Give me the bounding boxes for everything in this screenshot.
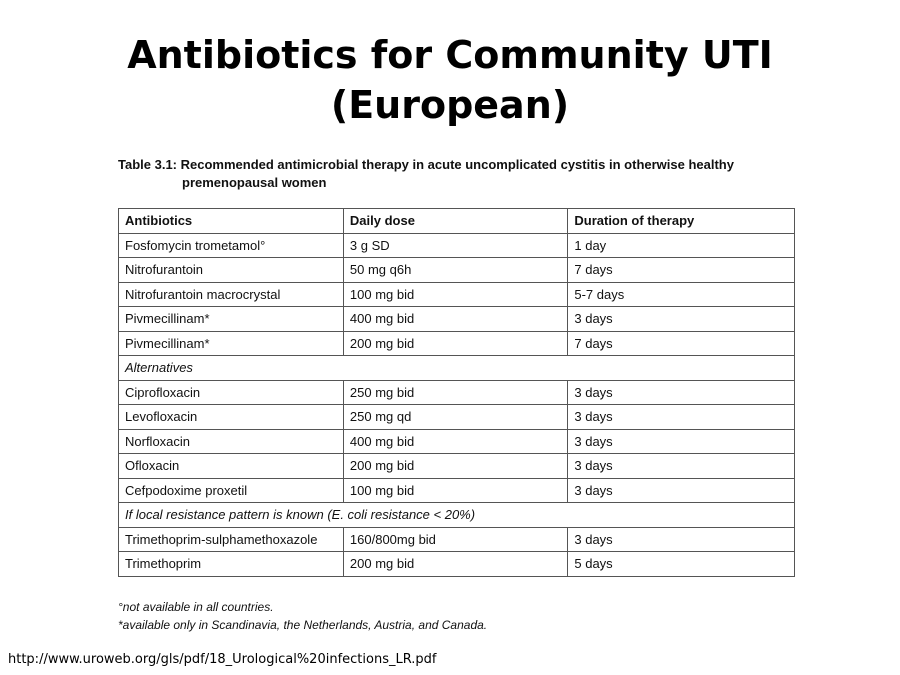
table-row: [119, 380, 795, 405]
cell-daily-dose: 3 g SD: [343, 233, 567, 258]
cell-daily-dose: 160/800mg bid: [343, 527, 567, 552]
cell-duration: 3 days: [568, 307, 795, 332]
cell-duration: 7 days: [568, 258, 795, 283]
cell-antibiotic: Nitrofurantoin: [119, 258, 344, 283]
cell-antibiotic: Fosfomycin trometamol°: [119, 233, 344, 258]
cell-antibiotic: Nitrofurantoin macrocrystal: [119, 282, 344, 307]
cell-duration: 3 days: [568, 454, 795, 479]
cell-antibiotic: Ofloxacin: [119, 454, 344, 479]
footnotes: [118, 598, 487, 634]
header-duration: Duration of therapy: [568, 209, 795, 234]
source-url: http://www.uroweb.org/gls/pdf/18_Urological%20infections_LR.pdf: [8, 652, 437, 667]
table-row: [119, 429, 795, 454]
cell-antibiotic: Trimethoprim-sulphamethoxazole: [119, 527, 344, 552]
table-row: [119, 478, 795, 503]
cell-duration: 3 days: [568, 405, 795, 430]
cell-duration: 3 days: [568, 380, 795, 405]
footnote-availability: °not available in all countries.: [118, 600, 274, 614]
section-row-local-resistance: [119, 503, 795, 528]
cell-daily-dose: 100 mg bid: [343, 478, 567, 503]
cell-daily-dose: 250 mg qd: [343, 405, 567, 430]
cell-antibiotic: Levofloxacin: [119, 405, 344, 430]
cell-duration: 3 days: [568, 429, 795, 454]
table-row: [119, 307, 795, 332]
slide-title: [0, 30, 900, 130]
cell-daily-dose: 200 mg bid: [343, 454, 567, 479]
table-row: [119, 233, 795, 258]
cell-antibiotic: Norfloxacin: [119, 429, 344, 454]
cell-antibiotic: Ciprofloxacin: [119, 380, 344, 405]
footnote-scandinavia: *available only in Scandinavia, the Netherlands, Austria, and Canada.: [118, 618, 488, 632]
header-antibiotics: Antibiotics: [119, 209, 344, 234]
cell-daily-dose: 400 mg bid: [343, 307, 567, 332]
cell-duration: 3 days: [568, 478, 795, 503]
table-caption-line-1: Table 3.1: Recommended antimicrobial therapy in acute uncomplicated cystitis in otherwise healthy: [118, 157, 734, 172]
cell-duration: 5-7 days: [568, 282, 795, 307]
cell-duration: 5 days: [568, 552, 795, 577]
section-row-alternatives: [119, 356, 795, 381]
section-label-alternatives: Alternatives: [119, 356, 795, 381]
cell-daily-dose: 200 mg bid: [343, 331, 567, 356]
table-header-row: [119, 209, 795, 234]
cell-antibiotic: Trimethoprim: [119, 552, 344, 577]
table-row: [119, 331, 795, 356]
table-caption-line-2: premenopausal women: [182, 175, 327, 190]
table-caption: [118, 156, 798, 192]
table-row: [119, 527, 795, 552]
cell-daily-dose: 400 mg bid: [343, 429, 567, 454]
table-row: [119, 552, 795, 577]
slide-title-line-1: Antibiotics for Community UTI: [127, 33, 773, 77]
slide-title-line-2: (European): [330, 83, 570, 127]
table-row: [119, 258, 795, 283]
cell-antibiotic: Cefpodoxime proxetil: [119, 478, 344, 503]
table-row: [119, 282, 795, 307]
table-row: [119, 405, 795, 430]
cell-daily-dose: 100 mg bid: [343, 282, 567, 307]
header-daily-dose: Daily dose: [343, 209, 567, 234]
cell-antibiotic: Pivmecillinam*: [119, 331, 344, 356]
table-row: [119, 454, 795, 479]
cell-daily-dose: 50 mg q6h: [343, 258, 567, 283]
cell-duration: 7 days: [568, 331, 795, 356]
cell-duration: 1 day: [568, 233, 795, 258]
antibiotics-table: [118, 208, 795, 577]
cell-duration: 3 days: [568, 527, 795, 552]
section-label-local-resistance: If local resistance pattern is known (E. coli resistance < 20%): [119, 503, 795, 528]
cell-antibiotic: Pivmecillinam*: [119, 307, 344, 332]
cell-daily-dose: 200 mg bid: [343, 552, 567, 577]
cell-daily-dose: 250 mg bid: [343, 380, 567, 405]
